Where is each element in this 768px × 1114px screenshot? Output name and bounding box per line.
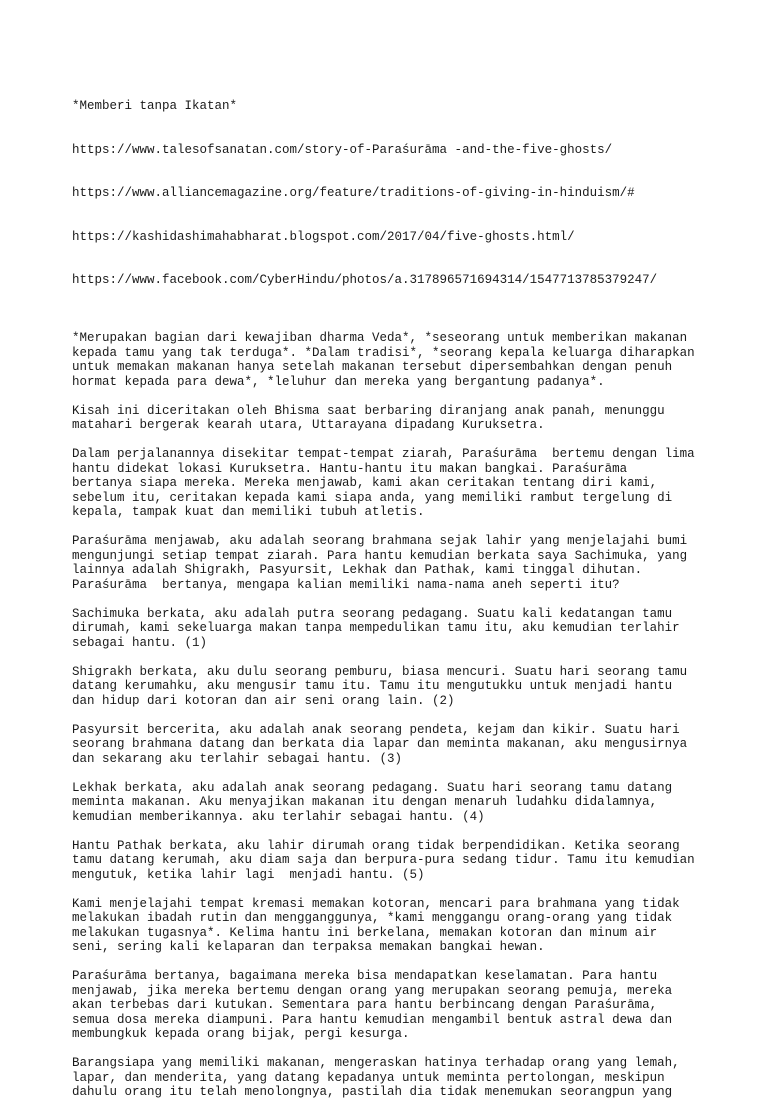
paragraph-line: Kisah ini diceritakan oleh Bhisma saat berbaring diranjang anak panah, menunggu (72, 403, 665, 418)
paragraph-line: melakukan ibadah rutin dan mengganggunya, *kami menggangu orang-orang yang tidak (72, 911, 673, 925)
paragraph-line: bertanya siapa mereka. Mereka menjawab, kami akan ceritakan tentang diri kami, (72, 476, 658, 490)
paragraph-line: *Merupakan bagian dari kewajiban dharma Veda*, *seseorang untuk memberikan makanan (72, 331, 688, 345)
paragraph-line: kemudian memberikannya. aku terlahir sebagai hantu. (4) (72, 809, 485, 824)
paragraph (72, 839, 732, 883)
paragraph-line: Kami menjelajahi tempat kremasi memakan kotoran, mencari para brahmana yang tidak (72, 896, 680, 911)
paragraph-line: Paraśurāma menjawab, aku adalah seorang brahmana sejak lahir yang menjelajahi bumi (72, 534, 688, 548)
header-block (72, 70, 732, 317)
document-title: *Memberi tanpa Ikatan* (72, 99, 238, 113)
paragraph-line: untuk memakan makanan hanya setelah makanan tersebut dipersembahkan dengan penuh (72, 360, 673, 374)
paragraph-line: kepala, tampak kuat dan memiliki tubuh atletis. (72, 505, 425, 519)
paragraph-line: seni, sering kali kelaparan dan terpaksa memakan bangkai hewan. (72, 940, 545, 954)
paragraph-line: Lekhak berkata, aku adalah anak seorang pedagang. Suatu hari seorang tamu datang (72, 780, 673, 795)
paragraph-line: dahulu orang itu telah menolongnya, pastilah dia tidak menemukan seorangpun yang (72, 1085, 673, 1099)
paragraph (72, 781, 732, 825)
source-link-3[interactable]: https://kashidashimahabharat.blogspot.com/2017/04/five-ghosts.html/ (72, 229, 575, 244)
paragraph-line: dan sekarang aku terlahir sebagai hantu. (3) (72, 751, 403, 766)
paragraph-line: dirumah, kami sekeluarga makan tanpa mempedulikan tamu itu, aku kemudian terlahir (72, 621, 680, 635)
paragraph-line: akan terbebas dari kutukan. Sementara para hantu berbincang dengan Paraśurāma, (72, 998, 658, 1012)
paragraph (72, 1056, 732, 1100)
paragraph-line: Pasyursit bercerita, aku adalah anak seorang pendeta, kejam dan kikir. Suatu hari (72, 722, 680, 737)
paragraph-line: meminta makanan. Aku menyajikan makanan itu dengan menaruh ludahku didalamnya, (72, 795, 658, 809)
paragraph-line: membungkuk kepada orang bijak, pergi kesurga. (72, 1027, 410, 1041)
paragraph-line: Sachimuka berkata, aku adalah putra seorang pedagang. Suatu kali kedatangan tamu (72, 606, 673, 621)
paragraph-line: Paraśurāma bertanya, bagaimana mereka bisa mendapatkan keselamatan. Para hantu (72, 969, 658, 983)
paragraph (72, 607, 732, 651)
paragraph-line: melakukan tugasnya*. Kelima hantu ini berkelana, memakan kotoran dan minum air (72, 925, 658, 940)
paragraph-line: Shigrakh berkata, aku dulu seorang pemburu, biasa mencuri. Suatu hari seorang tamu (72, 664, 688, 679)
paragraph-line: mengunjungi setiap tempat ziarah. Para hantu kemudian berkata saya Sachimuka, yang (72, 548, 688, 563)
source-link-2[interactable]: https://www.alliancemagazine.org/feature/traditions-of-giving-in-hinduism/# (72, 186, 635, 200)
paragraph-line: hantu didekat lokasi Kuruksetra. Hantu-hantu itu makan bangkai. Paraśurāma (72, 461, 628, 476)
source-link-4[interactable]: https://www.facebook.com/CyberHindu/photos/a.317896571694314/1547713785379247/ (72, 273, 658, 287)
paragraph (72, 969, 732, 1042)
paragraph-line: seorang brahmana datang dan berkata dia lapar dan meminta makanan, aku mengusirnya (72, 737, 688, 751)
paragraph-line: tamu datang kerumah, aku diam saja dan berpura-pura sedang tidur. Tamu itu kemudian (72, 853, 695, 867)
body-paragraphs (72, 331, 732, 1100)
paragraph-line: menjawab, jika mereka bertemu dengan orang yang merupakan seorang pemuja, mereka (72, 983, 673, 998)
paragraph-line: semua dosa mereka diampuni. Para hantu kemudian mengambil bentuk astral dewa dan (72, 1012, 673, 1027)
paragraph-line: dan hidup dari kotoran dan air seni orang lain. (2) (72, 693, 455, 708)
paragraph-line: Paraśurāma bertanya, mengapa kalian memiliki nama-nama aneh seperti itu? (72, 577, 620, 592)
paragraph (72, 665, 732, 709)
paragraph-line: lapar, dan menderita, yang datang kepadanya untuk meminta pertolongan, meskipun (72, 1070, 665, 1085)
paragraph-line: sebagai hantu. (1) (72, 635, 208, 650)
paragraph-line: datang kerumahku, aku mengusir tamu itu. Tamu itu mengutukku untuk menjadi hantu (72, 679, 673, 693)
source-link-1[interactable]: https://www.talesofsanatan.com/story-of-Paraśurāma -and-the-five-ghosts/ (72, 142, 613, 157)
document-page (72, 70, 732, 1114)
paragraph-line: Dalam perjalanannya disekitar tempat-tempat ziarah, Paraśurāma bertemu dengan lima (72, 447, 695, 461)
paragraph-line: kepada tamu yang tak terduga*. *Dalam tradisi*, *seorang kepala keluarga diharapkan (72, 345, 695, 360)
paragraph-line: hormat kepada para dewa*, *leluhur dan mereka yang bergantung padanya*. (72, 374, 605, 389)
paragraph (72, 331, 732, 389)
paragraph (72, 897, 732, 955)
paragraph-line: Hantu Pathak berkata, aku lahir dirumah orang tidak berpendidikan. Ketika seorang (72, 838, 680, 853)
paragraph (72, 723, 732, 767)
paragraph (72, 534, 732, 592)
paragraph-line: Barangsiapa yang memiliki makanan, mengeraskan hatinya terhadap orang yang lemah, (72, 1056, 680, 1070)
paragraph-line: lainnya adalah Shigrakh, Pasyursit, Lekhak dan Pathak, kami tinggal dihutan. (72, 563, 643, 577)
paragraph (72, 447, 732, 520)
paragraph-line: sebelum itu, ceritakan kepada kami siapa anda, yang memiliki rambut tergelung di (72, 490, 673, 505)
paragraph-line: mengutuk, ketika lahir lagi menjadi hantu. (5) (72, 867, 425, 882)
paragraph-line: matahari bergerak kearah utara, Uttarayana dipadang Kuruksetra. (72, 418, 545, 432)
paragraph (72, 404, 732, 433)
